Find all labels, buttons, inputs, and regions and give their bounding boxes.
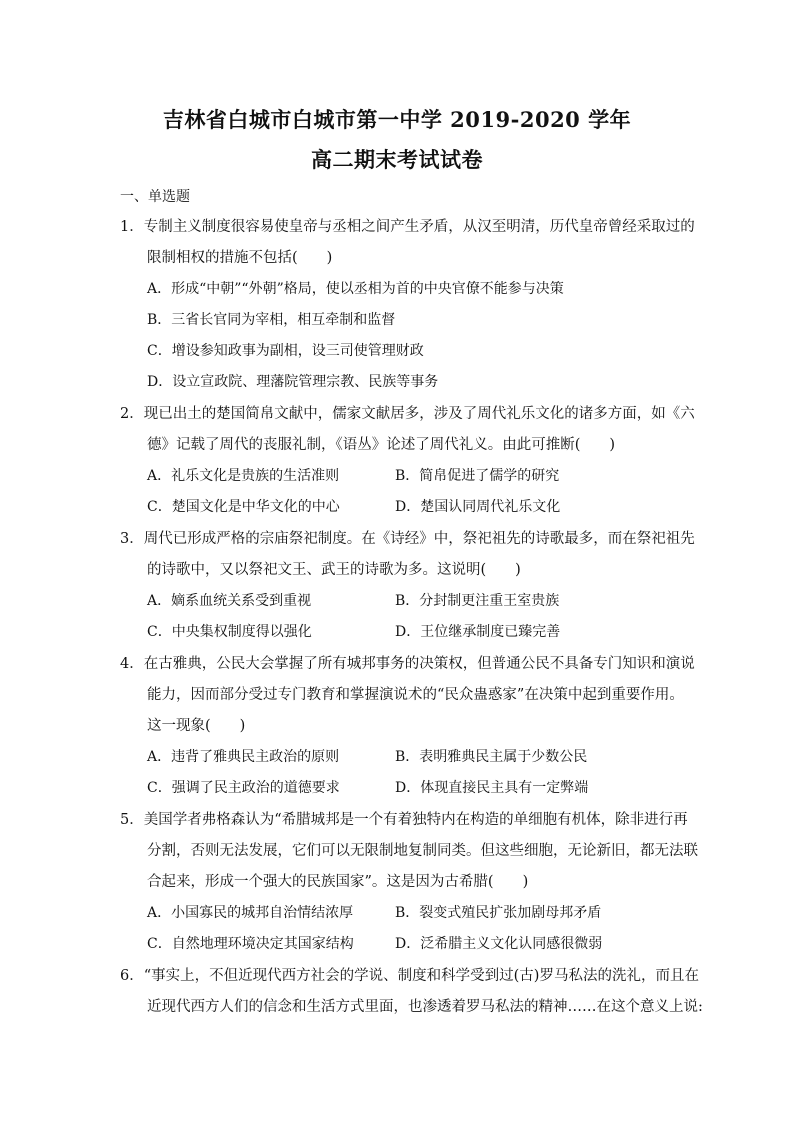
question-4-option-b: B．表明雅典民主属于少数公民	[395, 749, 588, 765]
question-3-option-b: B．分封制更注重王室贵族	[395, 593, 560, 609]
question-3-stem-line-1: 3．周代已形成严格的宗庙祭祀制度。在《诗经》中，祭祀祖先的诗歌最多，而在祭祀祖先	[120, 531, 695, 547]
question-4-stem-line-3: 这一现象( )	[147, 718, 246, 734]
question-4-option-a: A．违背了雅典民主政治的原则	[147, 749, 340, 765]
question-5-option-a: A．小国寡民的城邦自治情结浓厚	[147, 905, 354, 921]
question-1-option-a: A．形成“中朝”“外朝”格局，使以丞相为首的中央官僚不能参与决策	[147, 281, 564, 297]
question-5-option-d: D．泛希腊主义文化认同感很微弱	[395, 936, 603, 952]
question-6-stem-line-1: 6．“事实上，不但近现代西方社会的学说、制度和科学受到过(古)罗马私法的洗礼，而且在	[120, 968, 699, 984]
question-1-option-d: D．设立宣政院、理藩院管理宗教、民族等事务	[147, 374, 439, 390]
question-3-option-a: A．嫡系血统关系受到重视	[147, 593, 312, 609]
question-4-stem-line-1: 4．在古雅典，公民大会掌握了所有城邦事务的决策权，但普通公民不具备专门知识和演说	[120, 656, 695, 672]
question-2-option-c: C．楚国文化是中华文化的中心	[147, 499, 340, 515]
question-2-option-b: B．简帛促进了儒学的研究	[395, 468, 560, 484]
question-3-option-c: C．中央集权制度得以强化	[147, 624, 312, 640]
question-2-stem-line-2: 德》记载了周代的丧服礼制，《语丛》论述了周代礼义。由此可推断( )	[147, 437, 616, 453]
section-heading: 一、单选题	[120, 189, 190, 205]
question-2-stem-line-1: 2．现已出土的楚国简帛文献中，儒家文献居多，涉及了周代礼乐文化的诸多方面，如《六	[120, 406, 695, 422]
question-4-option-c: C．强调了民主政治的道德要求	[147, 780, 340, 796]
question-1-option-c: C．增设参知政事为副相，设三司使管理财政	[147, 343, 424, 359]
question-5-stem-line-2: 分割，否则无法发展，它们可以无限制地复制同类。但这些细胞，无论新旧，都无法联	[147, 843, 698, 859]
question-3-option-d: D．王位继承制度已臻完善	[395, 624, 561, 640]
question-2-option-a: A．礼乐文化是贵族的生活准则	[147, 468, 340, 484]
question-5-option-b: B．裂变式殖民扩张加剧母邦矛盾	[395, 905, 602, 921]
question-1-option-b: B．三省长官同为宰相，相互牵制和监督	[147, 312, 396, 328]
question-5-stem-line-3: 合起来，形成一个强大的民族国家”。这是因为古希腊( )	[147, 874, 529, 890]
question-2-option-d: D．楚国认同周代礼乐文化	[395, 499, 561, 515]
question-3-stem-line-2: 的诗歌中，又以祭祀文王、武王的诗歌为多。这说明( )	[147, 562, 521, 578]
question-6-stem-line-2: 近现代西方人们的信念和生活方式里面，也渗透着罗马私法的精神……在这个意义上说:	[147, 999, 703, 1015]
exam-title: 吉林省白城市白城市第一中学 2019-2020 学年	[162, 107, 632, 132]
question-5-option-c: C．自然地理环境决定其国家结构	[147, 936, 354, 952]
question-4-stem-line-2: 能力，因而部分受过专门教育和掌握演说术的“民众蛊惑家”在决策中起到重要作用。	[147, 687, 684, 703]
question-5-stem-line-1: 5．美国学者弗格森认为“希腊城邦是一个有着独特内在构造的单细胞有机体，除非进行再	[120, 812, 688, 828]
question-1-stem-line-2: 限制相权的措施不包括( )	[147, 250, 333, 266]
exam-subtitle: 高二期末考试试卷	[311, 147, 483, 172]
question-4-option-d: D．体现直接民主具有一定弊端	[395, 780, 589, 796]
question-1-stem-line-1: 1．专制主义制度很容易使皇帝与丞相之间产生矛盾，从汉至明清，历代皇帝曾经采取过的	[120, 219, 695, 235]
